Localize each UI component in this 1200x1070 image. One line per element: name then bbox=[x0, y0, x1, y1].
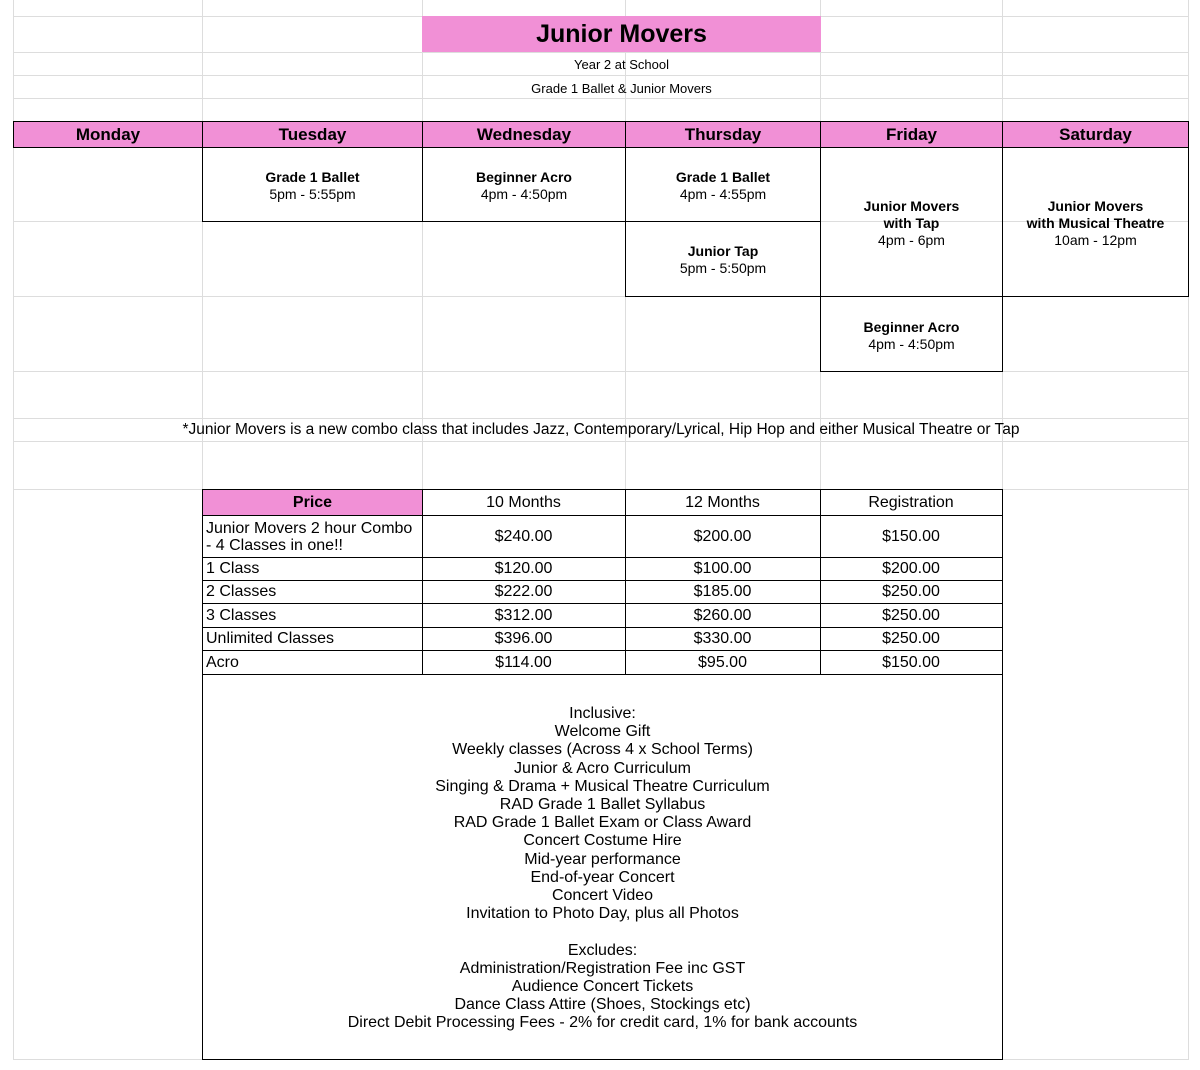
price-registration: $250.00 bbox=[882, 606, 940, 624]
class-thursday-ballet bbox=[625, 147, 821, 222]
price-registration: $200.00 bbox=[882, 560, 940, 577]
price-10-months: $120.00 bbox=[494, 560, 553, 577]
day-label: Thursday bbox=[684, 124, 762, 144]
class-saturday-junior-movers bbox=[1002, 147, 1189, 297]
class-time: 4pm - 6pm bbox=[878, 232, 945, 248]
page-title-cell bbox=[422, 16, 821, 52]
excludes-item: Audience Concert Tickets bbox=[511, 978, 694, 996]
class-name: Beginner Acro bbox=[476, 169, 572, 185]
class-name-suffix: with Tap bbox=[883, 215, 940, 231]
row-label: 3 Classes bbox=[206, 606, 277, 624]
class-name: Grade 1 Ballet bbox=[675, 169, 771, 185]
class-friday-acro bbox=[820, 296, 1003, 372]
price-10-months: $114.00 bbox=[495, 653, 552, 671]
class-name: Grade 1 Ballet bbox=[265, 169, 360, 185]
inclusive-item: RAD Grade 1 Ballet Exam or Class Award bbox=[453, 814, 752, 832]
class-name: Beginner Acro bbox=[863, 319, 960, 335]
class-thursday-tap bbox=[625, 221, 821, 297]
page-title: Junior Movers bbox=[536, 19, 707, 48]
price-12-months: $185.00 bbox=[693, 583, 752, 600]
class-name: Junior Movers bbox=[1047, 198, 1144, 214]
inclusive-item: RAD Grade 1 Ballet Syllabus bbox=[499, 796, 706, 814]
day-header-tuesday bbox=[202, 121, 423, 148]
day-label: Wednesday bbox=[476, 124, 572, 144]
subtitle-year: Year 2 at School bbox=[574, 57, 669, 72]
row-label: Unlimited Classes bbox=[206, 630, 335, 647]
header-registration bbox=[820, 490, 1002, 515]
day-label: Saturday bbox=[1059, 124, 1132, 144]
price-registration: $150.00 bbox=[882, 527, 940, 545]
excludes-item: Direct Debit Processing Fees - 2% for credit card, 1% for bank accounts bbox=[347, 1014, 858, 1032]
price-registration: $250.00 bbox=[882, 583, 940, 600]
excludes-title: Excludes: bbox=[567, 941, 638, 959]
day-header-friday bbox=[820, 121, 1003, 148]
day-label: Friday bbox=[885, 124, 938, 144]
inclusive-item: Mid-year performance bbox=[524, 850, 681, 868]
header-label: 10 Months bbox=[486, 493, 561, 511]
day-header-thursday bbox=[625, 121, 821, 148]
price-12-months: $200.00 bbox=[693, 527, 752, 545]
inclusive-item: Singing & Drama + Musical Theatre Curriculum bbox=[435, 777, 770, 795]
class-wednesday-acro bbox=[422, 147, 626, 222]
row-label-line2: - 4 Classes in one!! bbox=[206, 536, 343, 554]
class-name: Junior Tap bbox=[687, 243, 759, 259]
inclusive-item: Invitation to Photo Day, plus all Photos bbox=[466, 905, 739, 923]
class-tuesday-ballet bbox=[202, 147, 423, 222]
day-header-wednesday bbox=[422, 121, 626, 148]
price-header-label: Price bbox=[292, 493, 333, 511]
class-friday-junior-movers bbox=[820, 147, 1003, 297]
header-10-months bbox=[422, 490, 625, 515]
price-12-months: $95.00 bbox=[698, 653, 747, 671]
price-12-months: $260.00 bbox=[693, 606, 752, 624]
row-label-line1: Junior Movers 2 hour Combo bbox=[206, 519, 413, 537]
price-10-months: $396.00 bbox=[494, 630, 553, 647]
row-label: 1 Class bbox=[206, 560, 260, 577]
price-header bbox=[203, 490, 422, 515]
class-name-suffix: with Musical Theatre bbox=[1026, 215, 1165, 231]
inclusive-item: End-of-year Concert bbox=[530, 868, 675, 886]
price-registration: $150.00 bbox=[882, 653, 940, 671]
class-time: 5pm - 5:55pm bbox=[269, 186, 356, 202]
class-time: 4pm - 4:55pm bbox=[679, 186, 767, 202]
price-12-months: $100.00 bbox=[693, 560, 752, 577]
price-10-months: $222.00 bbox=[494, 583, 553, 600]
row-label: 2 Classes bbox=[206, 583, 277, 600]
inclusive-item: Junior & Acro Curriculum bbox=[514, 759, 691, 777]
header-label: 12 Months bbox=[685, 493, 760, 511]
subtitle-program: Grade 1 Ballet & Junior Movers bbox=[531, 81, 712, 96]
inclusive-item: Concert Video bbox=[551, 887, 654, 905]
class-time: 4pm - 4:50pm bbox=[480, 186, 568, 202]
day-label: Tuesday bbox=[278, 124, 347, 144]
row-label: Acro bbox=[206, 653, 239, 671]
inclusions-box bbox=[202, 674, 1003, 1060]
price-registration: $250.00 bbox=[882, 630, 940, 647]
header-label: Registration bbox=[868, 493, 954, 511]
class-time: 5pm - 5:50pm bbox=[679, 260, 767, 276]
day-label: Monday bbox=[75, 124, 141, 144]
excludes-item: Administration/Registration Fee inc GST bbox=[459, 959, 746, 977]
class-time: 4pm - 4:50pm bbox=[868, 336, 955, 352]
excludes-item: Dance Class Attire (Shoes, Stockings etc) bbox=[454, 996, 751, 1014]
class-time: 10am - 12pm bbox=[1054, 232, 1137, 248]
header-12-months bbox=[625, 490, 820, 515]
day-header-saturday bbox=[1002, 121, 1189, 148]
inclusive-title: Inclusive: bbox=[569, 705, 636, 722]
inclusive-item: Weekly classes (Across 4 x School Terms) bbox=[452, 741, 753, 759]
inclusive-item: Concert Costume Hire bbox=[523, 832, 682, 850]
price-12-months: $330.00 bbox=[693, 630, 752, 647]
price-10-months: $312.00 bbox=[494, 606, 553, 624]
table-row-label bbox=[202, 516, 422, 557]
day-header-monday bbox=[13, 121, 203, 148]
combo-note: *Junior Movers is a new combo class that includes Jazz, Contemporary/Lyrical, Hip Hop and either Musical Theatre or Tap bbox=[182, 421, 1020, 438]
inclusive-item: Welcome Gift bbox=[554, 723, 651, 741]
class-name: Junior Movers bbox=[863, 198, 960, 214]
price-10-months: $240.00 bbox=[494, 527, 553, 545]
